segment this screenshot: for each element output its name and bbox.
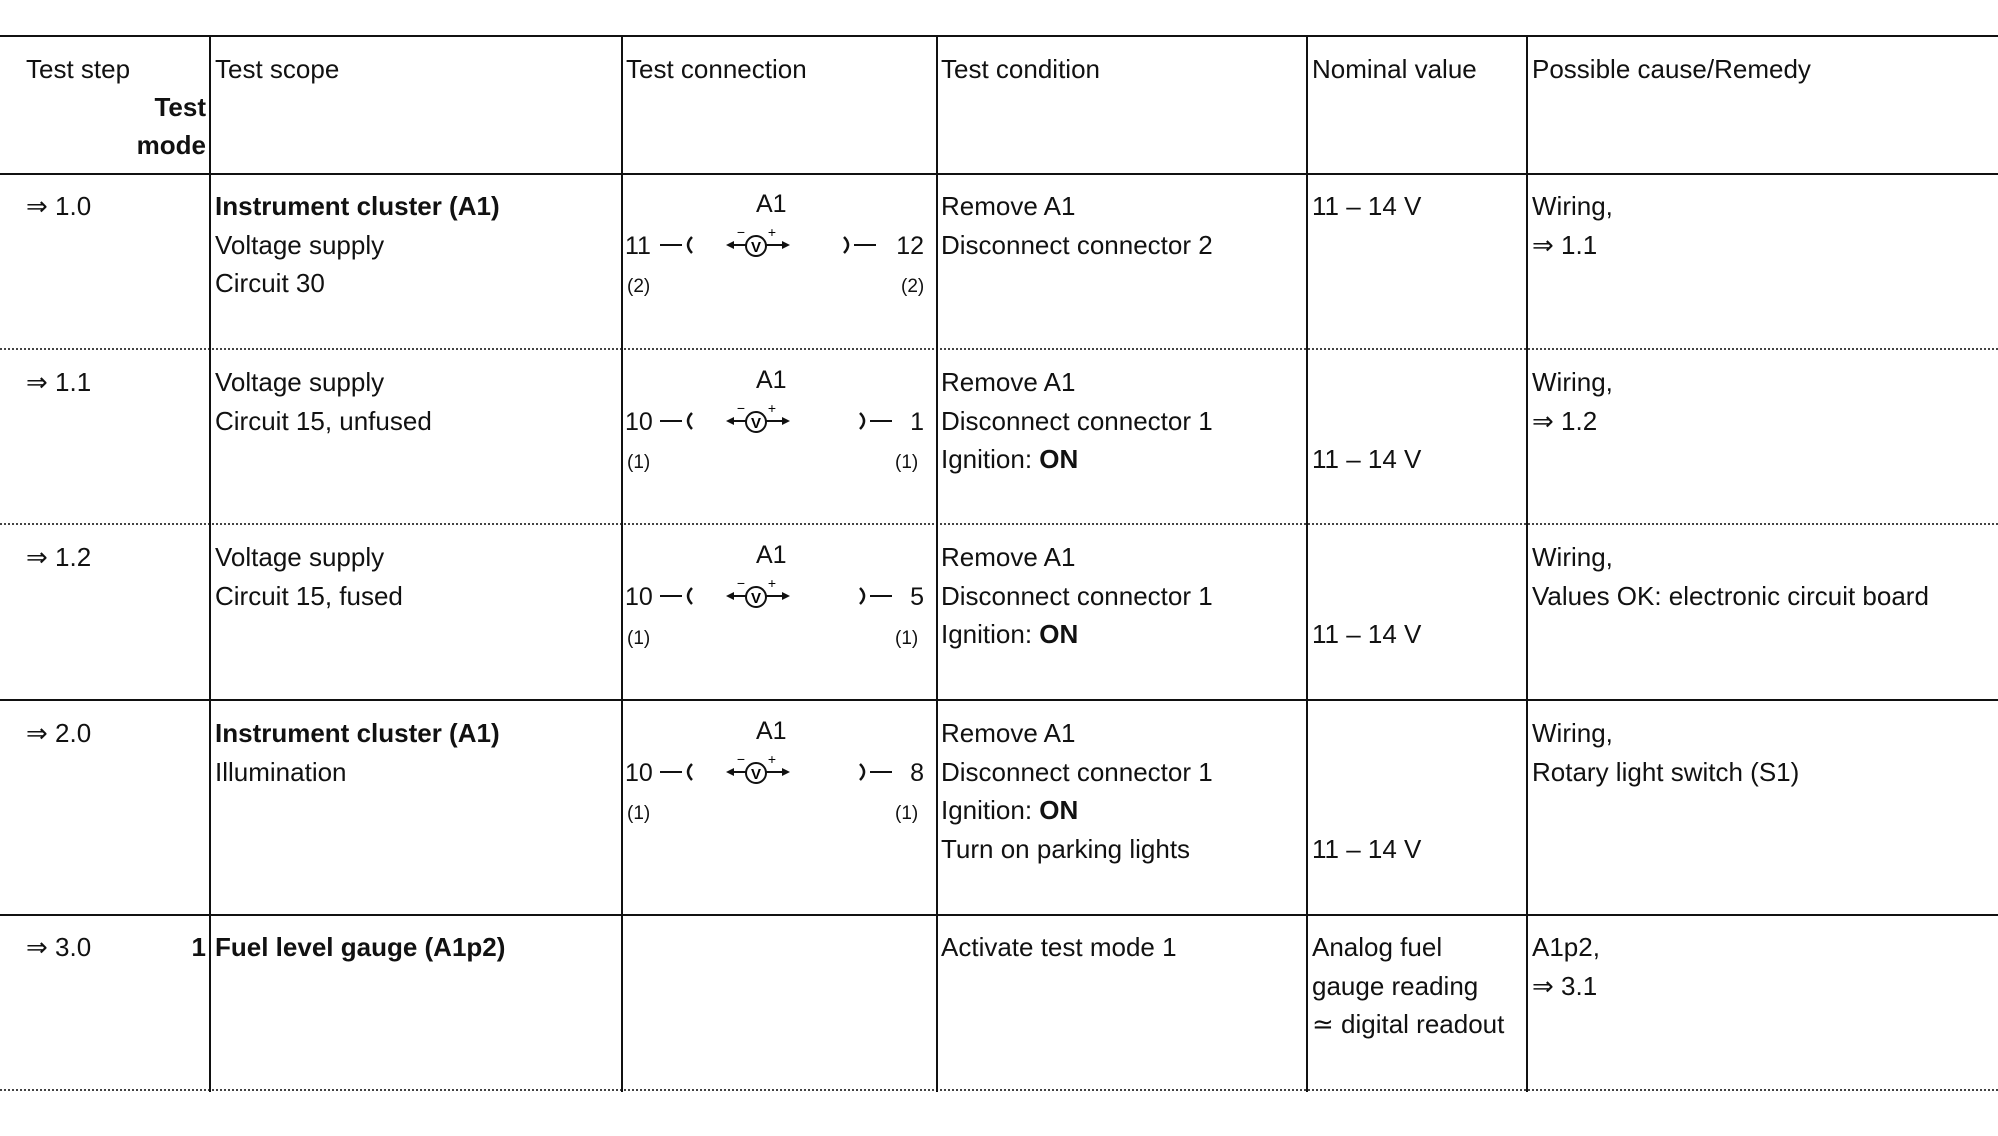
possible-cause: Wiring, Rotary light switch (S1) [1532,718,1800,787]
row-divider [0,348,1998,350]
nominal-value: 11 – 14 V [1312,191,1422,221]
column-divider [1526,36,1528,1092]
test-step: ⇒ 3.0 [26,932,92,962]
header-test-scope: Test scope [215,54,340,84]
test-step: ⇒ 1.2 [26,542,92,572]
component-label: A1 [756,541,787,569]
test-step: ⇒ 2.0 [26,718,92,748]
right-connector: (1) [895,452,919,473]
voltmeter-icon [648,752,908,792]
component-label: A1 [756,366,787,394]
left-pin: 10 [625,759,653,787]
svg-text:V: V [750,766,762,783]
nominal-value: 11 – 14 V [1312,619,1422,649]
svg-text:−: − [736,225,746,240]
svg-text:+: + [767,752,777,767]
right-pin: 12 [896,232,924,260]
column-divider [209,36,211,1092]
left-connector: (2) [627,276,651,297]
test-condition: Remove A1 Disconnect connector 1 Ignition: ON Turn on parking lights [941,718,1213,864]
svg-text:+: + [767,225,777,240]
test-scope: Fuel level gauge (A1p2) [215,932,506,962]
row-divider [0,914,1998,916]
test-condition: Remove A1 Disconnect connector 2 [941,191,1213,260]
header-nominal-value: Nominal value [1312,54,1477,84]
row-divider [0,523,1998,525]
left-pin: 10 [625,583,653,611]
column-divider [1306,36,1308,1092]
left-connector: (1) [627,628,651,649]
column-divider [936,36,938,1092]
test-condition: Remove A1 Disconnect connector 1 Ignition: ON [941,542,1213,649]
voltmeter-icon [648,225,878,265]
test-step: ⇒ 1.1 [26,367,92,397]
test-scope: Instrument cluster (A1) Illumination [215,718,500,787]
nominal-value: 11 – 14 V [1312,444,1422,474]
test-condition: Remove A1 Disconnect connector 1 Ignition: ON [941,367,1213,474]
nominal-value: 11 – 14 V [1312,834,1422,864]
header-test-condition: Test condition [941,54,1100,84]
test-mode: 1 [191,932,206,962]
header-possible-cause: Possible cause/Remedy [1532,54,1811,84]
right-connector: (1) [895,803,919,824]
component-label: A1 [756,190,787,218]
left-connector: (1) [627,452,651,473]
possible-cause: Wiring, Values OK: electronic circuit board [1532,542,1929,611]
test-scope: Instrument cluster (A1) Voltage supply Circuit 30 [215,191,500,298]
svg-text:−: − [736,401,746,416]
right-connector: (2) [901,276,925,297]
right-pin: 1 [910,408,924,436]
test-step: ⇒ 1.0 [26,191,92,221]
header-bottom-rule [0,173,1998,175]
left-pin: 10 [625,408,653,436]
svg-text:V: V [750,415,762,432]
left-connector: (1) [627,803,651,824]
svg-text:V: V [750,239,762,256]
row-divider [0,699,1998,701]
component-label: A1 [756,717,787,745]
svg-text:+: + [767,401,777,416]
possible-cause: Wiring, ⇒ 1.1 [1532,191,1613,260]
test-scope: Voltage supply Circuit 15, unfused [215,367,432,436]
header-test-step: Test step [26,54,131,84]
left-pin: 11 [625,232,651,260]
possible-cause: Wiring, ⇒ 1.2 [1532,367,1613,436]
header-test-mode-1: Test [154,92,206,122]
table-bottom-rule [0,1089,1998,1091]
column-divider [621,36,623,1092]
right-pin: 8 [910,759,924,787]
right-pin: 5 [910,583,924,611]
test-scope: Voltage supply Circuit 15, fused [215,542,403,611]
test-condition: Activate test mode 1 [941,932,1177,962]
voltmeter-icon [648,401,908,441]
possible-cause: A1p2, ⇒ 3.1 [1532,932,1600,1001]
svg-text:−: − [736,576,746,591]
svg-text:−: − [736,752,746,767]
table-top-rule [0,35,1998,37]
header-test-connection: Test connection [626,54,807,84]
nominal-value: Analog fuel gauge reading ≃ digital readout [1312,932,1505,1039]
voltmeter-icon [648,576,908,616]
svg-text:+: + [767,576,777,591]
header-test-mode-2: mode [136,130,206,160]
svg-text:V: V [750,590,762,607]
right-connector: (1) [895,628,919,649]
